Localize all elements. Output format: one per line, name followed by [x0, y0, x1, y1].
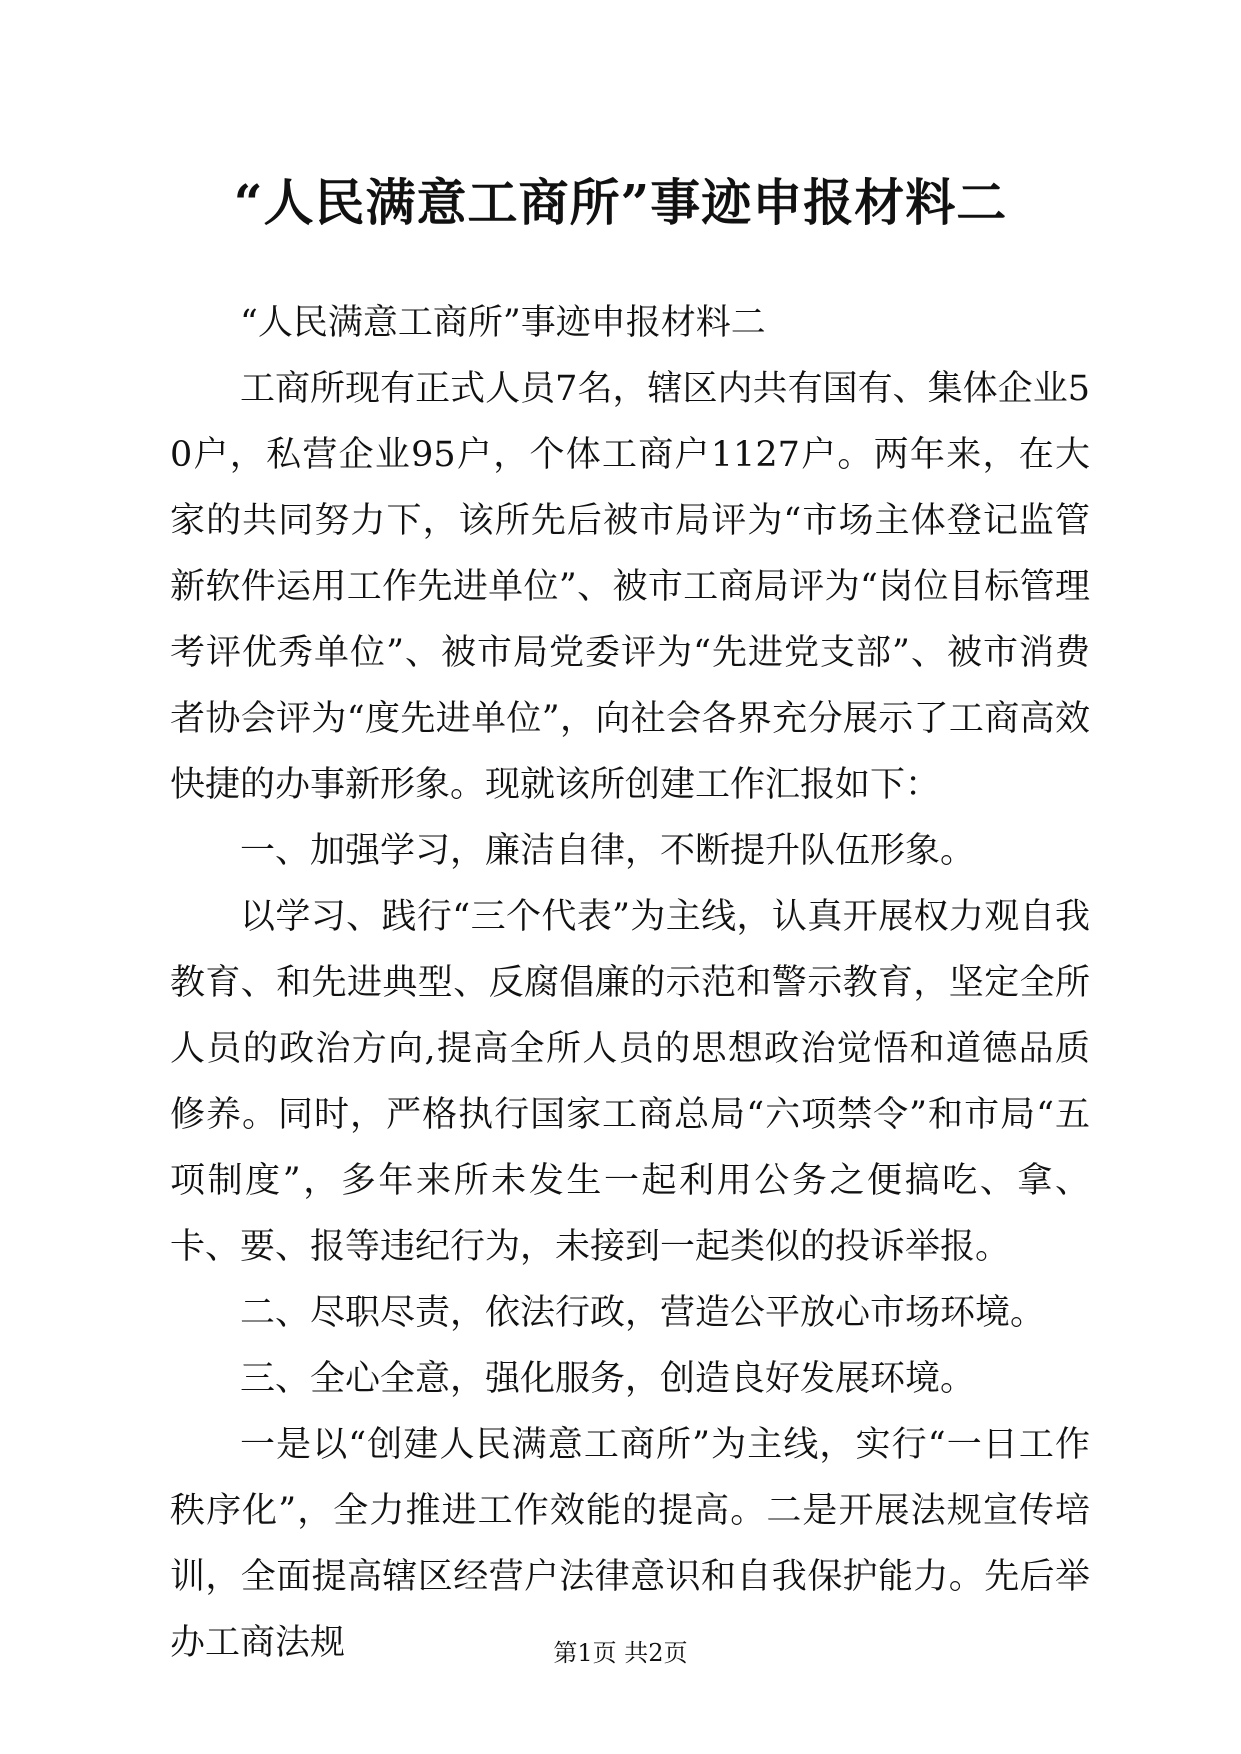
- page-indicator: 第1页 共2页: [553, 1639, 688, 1667]
- document-body: [170, 290, 1090, 1676]
- section-3-paragraph: 一是以“创建人民满意工商所”为主线，实行“一日工作秩序化”，全力推进工作效能的提高。二是开展法规宣传培训，全面提高辖区经营户法律意识和自我保护能力。先后举办工商法规: [170, 1425, 1090, 1663]
- section-heading-3: 三、全心全意，强化服务，创造良好发展环境。: [240, 1359, 976, 1399]
- document-title: “人民满意工商所”事迹申报材料二: [233, 173, 1008, 232]
- intro-paragraph: 工商所现有正式人员7名，辖区内共有国有、集体企业50户，私营企业95户，个体工商户1127户。两年来，在大家的共同努力下，该所先后被市局评为“市场主体登记监管新软件运用工作先进单位”、被市工商局评为“岗位目标管理考评优秀单位”、被市局党委评为“先进党支部”、被市消费者协会评为“度先进单位”，向社会各界充分展示了工商高效快捷的办事新形象。现就该所创建工作汇报如下：: [170, 369, 1090, 805]
- subtitle-paragraph: “人民满意工商所”事迹申报材料二: [240, 303, 766, 343]
- section-heading-1: 一、加强学习，廉洁自律，不断提升队伍形象。: [240, 831, 976, 871]
- section-1-paragraph: 以学习、践行“三个代表”为主线，认真开展权力观自我教育、和先进典型、反腐倡廉的示范和警示教育，坚定全所人员的政治方向,提高全所人员的思想政治觉悟和道德品质修养。同时，严格执行国家工商总局“六项禁令”和市局“五项制度”，多年来所未发生一起利用公务之便搞吃、拿、卡、要、报等违纪行为，未接到一起类似的投诉举报。: [170, 897, 1090, 1267]
- section-heading-2: 二、尽职尽责，依法行政，营造公平放心市场环境。: [240, 1293, 1046, 1333]
